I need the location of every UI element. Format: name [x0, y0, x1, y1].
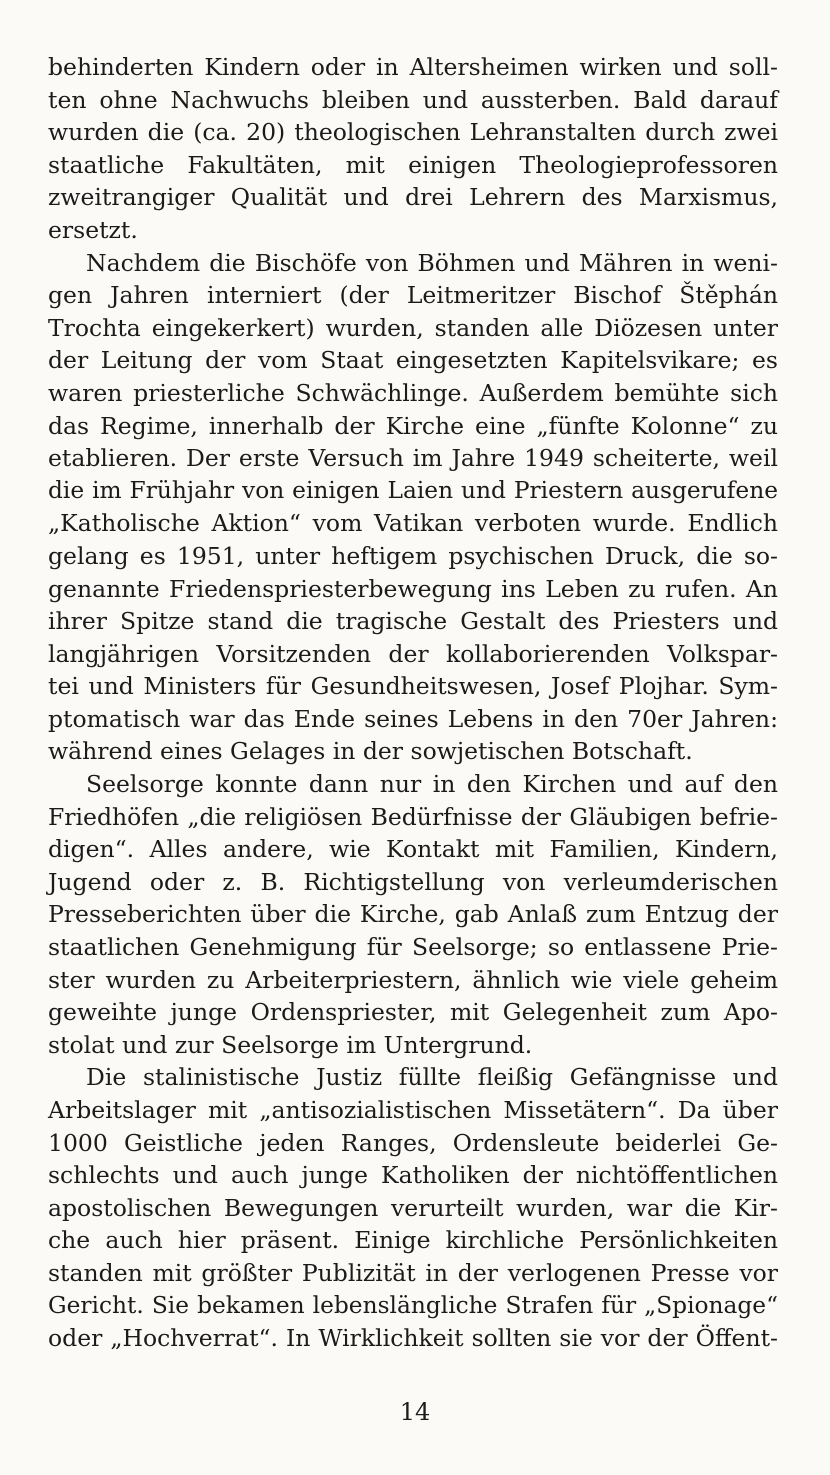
- text-line: ersetzt.: [48, 215, 138, 244]
- text-line: Presseberichten über die Kirche, gab Anlaß zum Entzug der: [48, 900, 778, 929]
- text-line: während eines Gelages in der sowjetischen Botschaft.: [48, 737, 693, 766]
- text-line: gelang es 1951, unter heftigem psychischen Druck, die so-: [48, 541, 778, 570]
- text-line: Arbeitslager mit „antisozialistischen Missetätern“. Da über: [48, 1096, 778, 1124]
- text-line: der Leitung der vom Staat eingesetzten Kapitelsvikare; es: [48, 346, 778, 375]
- text-line: Nachdem die Bischöfe von Böhmen und Mähren in weni-: [86, 248, 778, 277]
- text-line: staatlichen Genehmigung für Seelsorge; so entlassene Prie-: [48, 933, 778, 962]
- text-line: waren priesterliche Schwächlinge. Außerdem bemühte sich: [48, 378, 778, 407]
- text-line: genannte Friedenspriesterbewegung ins Leben zu rufen. An: [48, 574, 778, 603]
- paragraph: [48, 1061, 778, 1354]
- paragraph: [48, 51, 778, 247]
- text-line: ptomatisch war das Ende seines Lebens in den 70er Jahren:: [48, 704, 778, 733]
- text-line: ten ohne Nachwuchs bleiben und aussterben. Bald darauf: [48, 85, 778, 114]
- text-line: Trochta eingekerkert) wurden, standen alle Diözesen unter: [48, 313, 778, 342]
- text-line: 1000 Geistliche jeden Ranges, Ordensleute beiderlei Ge-: [48, 1128, 778, 1157]
- paragraph: [48, 768, 778, 1061]
- text-line: ihrer Spitze stand die tragische Gestalt des Priesters und: [48, 607, 778, 636]
- text-line: Seelsorge konnte dann nur in den Kirchen und auf den: [86, 770, 778, 799]
- text-line: zweitrangiger Qualität und drei Lehrern des Marxismus,: [48, 183, 778, 212]
- text-line: Gericht. Sie bekamen lebenslängliche Strafen für „Spionage“: [48, 1291, 778, 1319]
- text-line: Friedhöfen „die religiösen Bedürfnisse der Gläubigen befrie-: [48, 802, 778, 831]
- text-line: standen mit größter Publizität in der verlogenen Presse vor: [48, 1258, 778, 1287]
- text-line: schlechts und auch junge Katholiken der nichtöffentlichen: [48, 1161, 778, 1190]
- body-text: [48, 51, 778, 1355]
- page-number: 14: [399, 1398, 431, 1426]
- text-line: ster wurden zu Arbeiterpriestern, ähnlich wie viele geheim: [48, 965, 778, 994]
- text-line: „Katholische Aktion“ vom Vatikan verboten wurde. Endlich: [48, 509, 778, 538]
- text-line: etablieren. Der erste Versuch im Jahre 1949 scheiterte, weil: [48, 444, 778, 473]
- text-line: wurden die (ca. 20) theologischen Lehranstalten durch zwei: [48, 118, 778, 147]
- text-line: das Regime, innerhalb der Kirche eine „fünfte Kolonne“ zu: [48, 411, 778, 440]
- text-line: Jugend oder z. B. Richtigstellung von verleumderischen: [48, 867, 778, 896]
- text-line: stolat und zur Seelsorge im Untergrund.: [48, 1030, 533, 1059]
- text-line: tei und Ministers für Gesundheitswesen, Josef Plojhar. Sym-: [48, 672, 778, 701]
- text-line: geweihte junge Ordenspriester, mit Gelegenheit zum Apo-: [48, 998, 778, 1027]
- text-line: digen“. Alles andere, wie Kontakt mit Familien, Kindern,: [48, 835, 778, 864]
- text-line: langjährigen Vorsitzenden der kollaborierenden Volkspar-: [48, 639, 778, 668]
- paragraph: [48, 247, 778, 769]
- text-line: die im Frühjahr von einigen Laien und Priestern ausgerufene: [48, 476, 778, 504]
- text-line: Die stalinistische Justiz füllte fleißig Gefängnisse und: [86, 1063, 778, 1092]
- text-line: gen Jahren interniert (der Leitmeritzer Bischof Štěphán: [48, 281, 778, 310]
- text-line: behinderten Kindern oder in Altersheimen wirken und soll-: [48, 53, 778, 81]
- text-line: che auch hier präsent. Einige kirchliche Persönlichkeiten: [48, 1226, 778, 1255]
- text-line: oder „Hochverrat“. In Wirklichkeit sollten sie vor der Öffent-: [48, 1324, 778, 1353]
- text-line: staatliche Fakultäten, mit einigen Theologieprofessoren: [48, 150, 778, 179]
- text-line: apostolischen Bewegungen verurteilt wurden, war die Kir-: [48, 1193, 778, 1222]
